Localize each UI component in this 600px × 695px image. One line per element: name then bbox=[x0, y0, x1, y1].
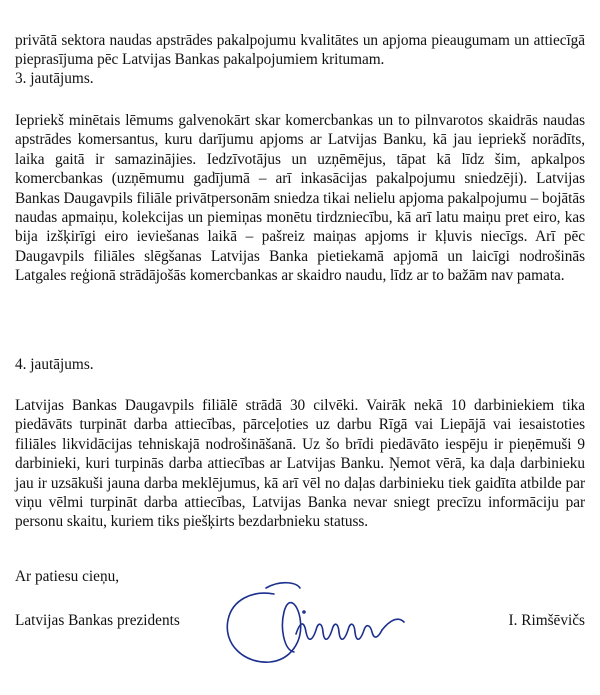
signature-flourish bbox=[227, 593, 300, 662]
signature-letters bbox=[296, 624, 382, 639]
signatory-title: Latvijas Bankas prezidents bbox=[15, 612, 180, 629]
intro-paragraph: privātā sektora naudas apstrādes pakalpojumu kvalitātes un apjoma pieaugumam un attiecīgā pieprasījuma pēc Latvijas Bankas pakalpojumiem kritumam. bbox=[15, 32, 585, 69]
signature-tail bbox=[382, 619, 404, 630]
question-4-heading: 4. jautājums. bbox=[15, 356, 94, 373]
signature-dot bbox=[303, 611, 305, 613]
question-3-paragraph: Iepriekš minētais lēmums galvenokārt skar komercbankas un to pilnvarotos skaidrās naudas apstrādes komersantus, kuru darījumu apjoms ar Latvijas Banku, kā jau iepriekš norādīts, laika gaitā ir samazinājies. Iedzīvotājus un uzņēmējus, tāpat kā līdz šim, apkalpos komercbankas (uzņēmumu gadījumā – arī inkasācijas pakalpojumu sniedzēji). Latvijas Bankas Daugavpils filiāle privātpersonām sniedza tikai nelielu apjoma pakalpojumu – bojātās naudas apmaiņu, kolekcijas un piemiņas monētu tirdzniecību, kā arī latu maiņu pret eiro, kas bija izšķirīgi eiro ieviešanas laikā – pašreiz maiņas apjoms ir kļuvis niecīgs. Arī pēc Daugavpils filiāles slēgšanas Latvijas Banka pietiekamā apjomā un laicīgi nodrošinās Latgales reģionā strādājošās komercbankas ar skaidro naudu, līdz ar to bažām nav pamata. bbox=[15, 112, 585, 285]
closing-salutation: Ar patiesu cieņu, bbox=[15, 568, 120, 585]
question-3-heading: 3. jautājums. bbox=[15, 70, 94, 87]
question-4-paragraph: Latvijas Bankas Daugavpils filiālē strādā 30 cilvēki. Vairāk nekā 10 darbiniekiem tika piedāvāts turpināt darba attiecības, pārceļoties uz darbu Rīgā vai Liepājā vai iesaistoties filiāles likvidācijas tehniskajā nodrošināšanā. Uz šo brīdi piedāvāto iespēju ir pieņēmuši 9 darbinieki, kuri turpinās darba attiecības ar Latvijas Banku. Ņemot vērā, ka daļa darbinieku jau ir uzsākuši jauna darba meklējumus, kā arī vēl no daļas darbinieku tiek gaidīta atbilde par viņu vēlmi turpināt darba attiecības, Latvijas Banka nevar sniegt precīzu informāciju par personu skaitu, kuriem tiks piešķirts bezdarbnieku statuss. bbox=[15, 397, 585, 531]
signature-stroke-top bbox=[266, 583, 300, 588]
signatory-name: I. Rimšēvičs bbox=[508, 612, 585, 629]
handwritten-signature bbox=[192, 572, 432, 682]
